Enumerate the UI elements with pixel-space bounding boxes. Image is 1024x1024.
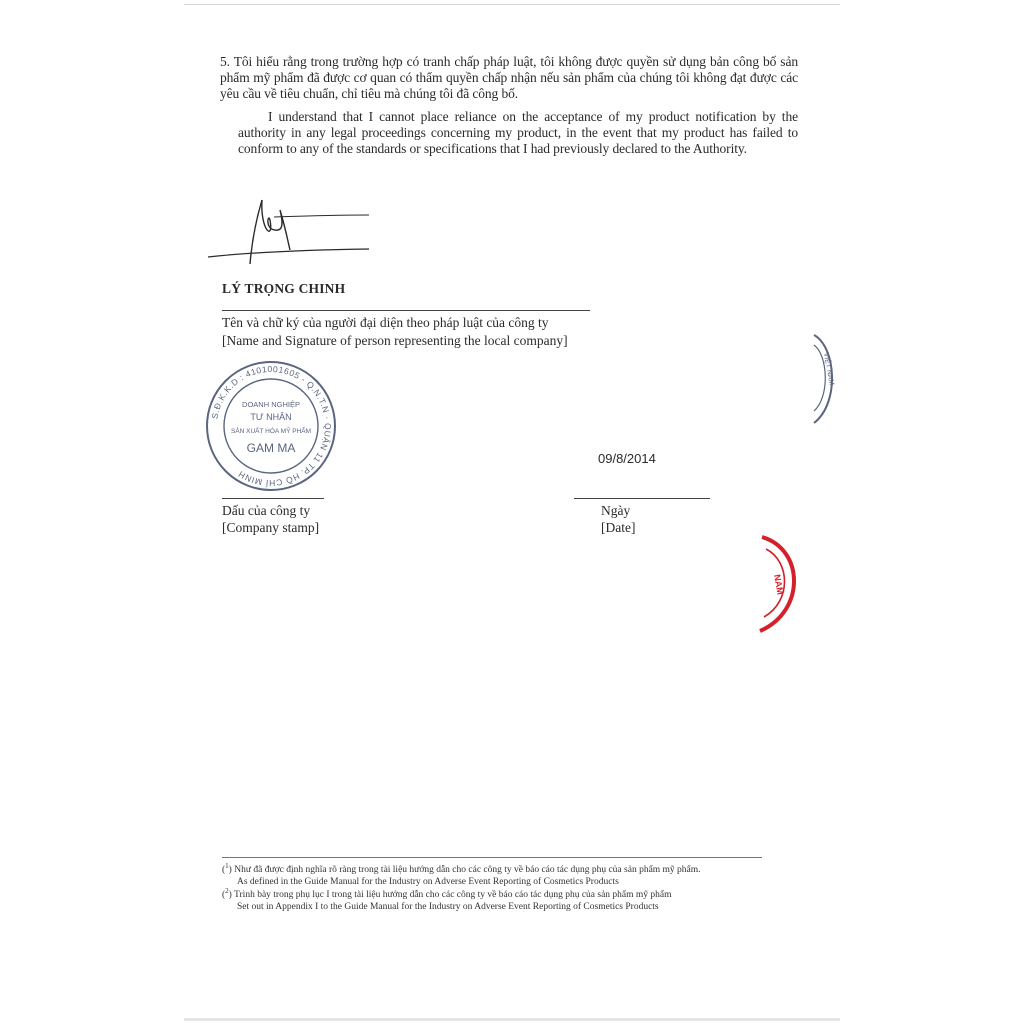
stamp-line bbox=[222, 498, 324, 499]
signatory-name: LÝ TRỌNG CHINH bbox=[222, 281, 346, 296]
stamp-line2: TƯ NHÂN bbox=[250, 412, 292, 422]
side-stamp-partial bbox=[810, 333, 840, 425]
red-stamp-partial bbox=[754, 535, 814, 635]
footnote-1-vi: ($^1$) Như đã được định nghĩa rõ ràng trong tài liệu hướng dẫn cho các công ty về báo cáo tác dụng phụ của sản phẩm mỹ phẩm. bbox=[222, 862, 701, 876]
stamp-label-en: [Company stamp] bbox=[222, 520, 320, 535]
document-page bbox=[184, 4, 840, 1021]
stamp-line1: DOANH NGHIỆP bbox=[242, 400, 300, 409]
signatory-label-en: [Name and Signature of person representing the local company] bbox=[222, 333, 568, 348]
footnote-rule bbox=[222, 857, 762, 858]
date-value: 09/8/2014 bbox=[598, 451, 656, 466]
item5-en-text: I understand that I cannot place reliance on the acceptance of my product notification by the authority in any legal proceedings concerning my product, in the event that my product has failed to conform to any of the standards or specifications that I had previously declared to the Authority. bbox=[238, 109, 798, 156]
footnote-2-vi: ($^2$) Trình bày trong phụ lục I trong tài liệu hướng dẫn cho các công ty về báo cáo tác dụng phụ của sản phẩm mỹ phẩm bbox=[222, 887, 672, 901]
signature-line bbox=[222, 310, 590, 311]
footnote-1 bbox=[222, 860, 822, 888]
item5-number: 5. bbox=[220, 54, 230, 69]
footnote-1-mark: 1 bbox=[225, 862, 229, 870]
footnote-2 bbox=[222, 885, 822, 913]
date-label-en: [Date] bbox=[601, 520, 636, 535]
item5-vi bbox=[220, 54, 798, 102]
stamp-ring-text: S.Đ.K.K.D : 4101001605 - Q.N.T.N · QUẬN 11 TP. HỒ CHÍ MINH bbox=[209, 363, 334, 489]
svg-text:S.Đ.K.K.D : 4101001605 - Q.N.T bbox=[209, 364, 333, 488]
item5-en bbox=[238, 109, 798, 157]
red-stamp-text: NAM bbox=[772, 573, 786, 596]
stamp-label-vi: Dấu của công ty bbox=[222, 503, 311, 518]
signature bbox=[204, 190, 374, 275]
stamp-line3: SẢN XUẤT HÓA MỸ PHẨM bbox=[230, 428, 312, 435]
footnote-2-en: Set out in Appendix I to the Guide Manual for the Industry on Adverse Event Reporting of Cosmetics Products bbox=[237, 902, 659, 913]
signatory-label-vi: Tên và chữ ký của người đại diện theo pháp luật của công ty bbox=[222, 315, 549, 330]
date-label-vi: Ngày bbox=[601, 503, 631, 518]
date-line bbox=[574, 498, 710, 499]
footnote-2-mark: 2 bbox=[225, 887, 229, 895]
company-stamp bbox=[204, 359, 338, 493]
item5-vi-text: Tôi hiểu rằng trong trường hợp có tranh chấp pháp luật, tôi không được quyền sử dụng bản công bố sản phẩm mỹ phẩm đã được cơ quan có thẩm quyền chấp nhận nếu sản phẩm của chúng tôi không đạt được các yêu cầu về tiêu chuẩn, chỉ tiêu mà chúng tôi đã công bố. bbox=[220, 54, 798, 101]
side-stamp-text: VIỆT NAM bbox=[822, 352, 835, 386]
footnote-1-en: As defined in the Guide Manual for the Industry on Adverse Event Reporting of Cosmetics Products bbox=[237, 877, 619, 888]
stamp-line4: GAM MA bbox=[246, 441, 296, 455]
